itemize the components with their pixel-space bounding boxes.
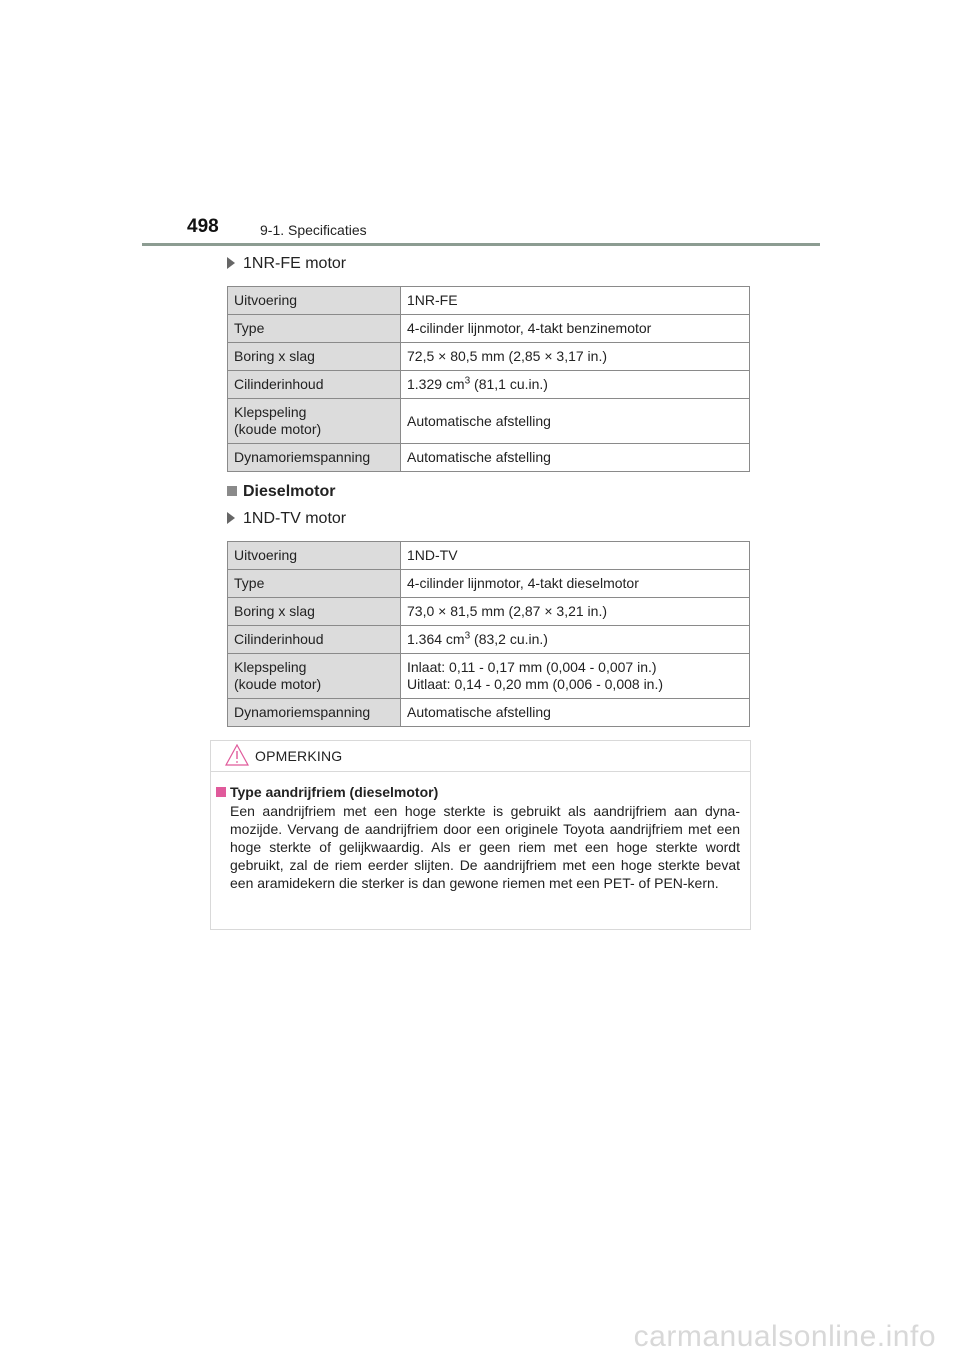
table-row <box>228 654 750 699</box>
square-bullet-icon <box>227 486 237 496</box>
petrol-spec-table <box>227 286 750 472</box>
spec-value: 1NR-FE <box>401 287 750 315</box>
spec-key: Boring x slag <box>228 343 401 371</box>
spec-value: 4-cilinder lijnmotor, 4-takt benzinemotor <box>401 315 750 343</box>
spec-key: Uitvoering <box>228 542 401 570</box>
table-row <box>228 315 750 343</box>
watermark <box>0 1290 960 1358</box>
table-row <box>228 287 750 315</box>
spec-value: 73,0 × 81,5 mm (2,87 × 3,21 in.) <box>401 598 750 626</box>
page-number: 498 <box>187 216 219 237</box>
petrol-engine-heading: 1NR-FE motor <box>227 255 346 273</box>
table-row <box>228 399 750 444</box>
triangle-right-icon <box>227 512 235 524</box>
header-rule <box>142 243 820 246</box>
spec-key: Cilinderinhoud <box>228 626 401 654</box>
spec-key: Klepspeling (koude motor) <box>228 399 401 444</box>
table-row <box>228 598 750 626</box>
diesel-spec-table <box>227 541 750 727</box>
spec-value: Automatische afstelling <box>401 699 750 727</box>
spec-key: Dynamoriemspanning <box>228 444 401 472</box>
note-header <box>211 741 750 772</box>
spec-value: 1ND-TV <box>401 542 750 570</box>
table-row <box>228 444 750 472</box>
table-row <box>228 626 750 654</box>
table-row <box>228 371 750 399</box>
table-row <box>228 343 750 371</box>
spec-key: Type <box>228 570 401 598</box>
page-header <box>142 214 820 246</box>
spec-value: Automatische afstelling <box>401 399 750 444</box>
spec-value: 4-cilinder lijnmotor, 4-takt dieselmotor <box>401 570 750 598</box>
table-row <box>228 699 750 727</box>
section-title: 9-1. Specificaties <box>260 222 367 238</box>
diesel-section-heading: Dieselmotor <box>227 483 335 501</box>
note-title: OPMERKING <box>255 748 343 764</box>
spec-key: Klepspeling (koude motor) <box>228 654 401 699</box>
spec-key: Cilinderinhoud <box>228 371 401 399</box>
spec-value: Inlaat: 0,11 - 0,17 mm (0,004 - 0,007 in.) Uitlaat: 0,14 - 0,20 mm (0,006 - 0,008 in.) <box>401 654 750 699</box>
warning-triangle-icon <box>225 744 249 766</box>
spec-value: 72,5 × 80,5 mm (2,85 × 3,17 in.) <box>401 343 750 371</box>
spec-value: 1.329 $cm^3$ (81,1 cu.in.) <box>401 371 750 399</box>
square-bullet-icon <box>216 787 226 797</box>
triangle-right-icon <box>227 257 235 269</box>
note-body: Een aandrijfriem met een hoge sterkte is gebruikt als aandrijfriem aan dyna-mozijde. Vervang de aandrijfriem door een originele Toyota aandrijfriem met een hoge sterkte of gelijkwaardig. Als er geen riem met een hoge sterkte wordt gebruikt, zal de riem eerder slijten. De aandrijfriem met een hoge sterkte bevat een aramidekern die sterker is dan gewone riemen met een PET- of PEN-kern. <box>230 803 740 891</box>
table-row <box>228 570 750 598</box>
spec-key: Boring x slag <box>228 598 401 626</box>
spec-key: Type <box>228 315 401 343</box>
table-row <box>228 542 750 570</box>
spec-key: Dynamoriemspanning <box>228 699 401 727</box>
note-subtitle: Type aandrijfriem (dieselmotor) <box>216 784 438 800</box>
watermark-text: carmanualsonline.info <box>633 1320 936 1353</box>
spec-value: Automatische afstelling <box>401 444 750 472</box>
spec-value: 1.364 $cm^3$ (83,2 cu.in.) <box>401 626 750 654</box>
diesel-engine-heading: 1ND-TV motor <box>227 510 346 528</box>
spec-key: Uitvoering <box>228 287 401 315</box>
note-box <box>210 740 751 930</box>
